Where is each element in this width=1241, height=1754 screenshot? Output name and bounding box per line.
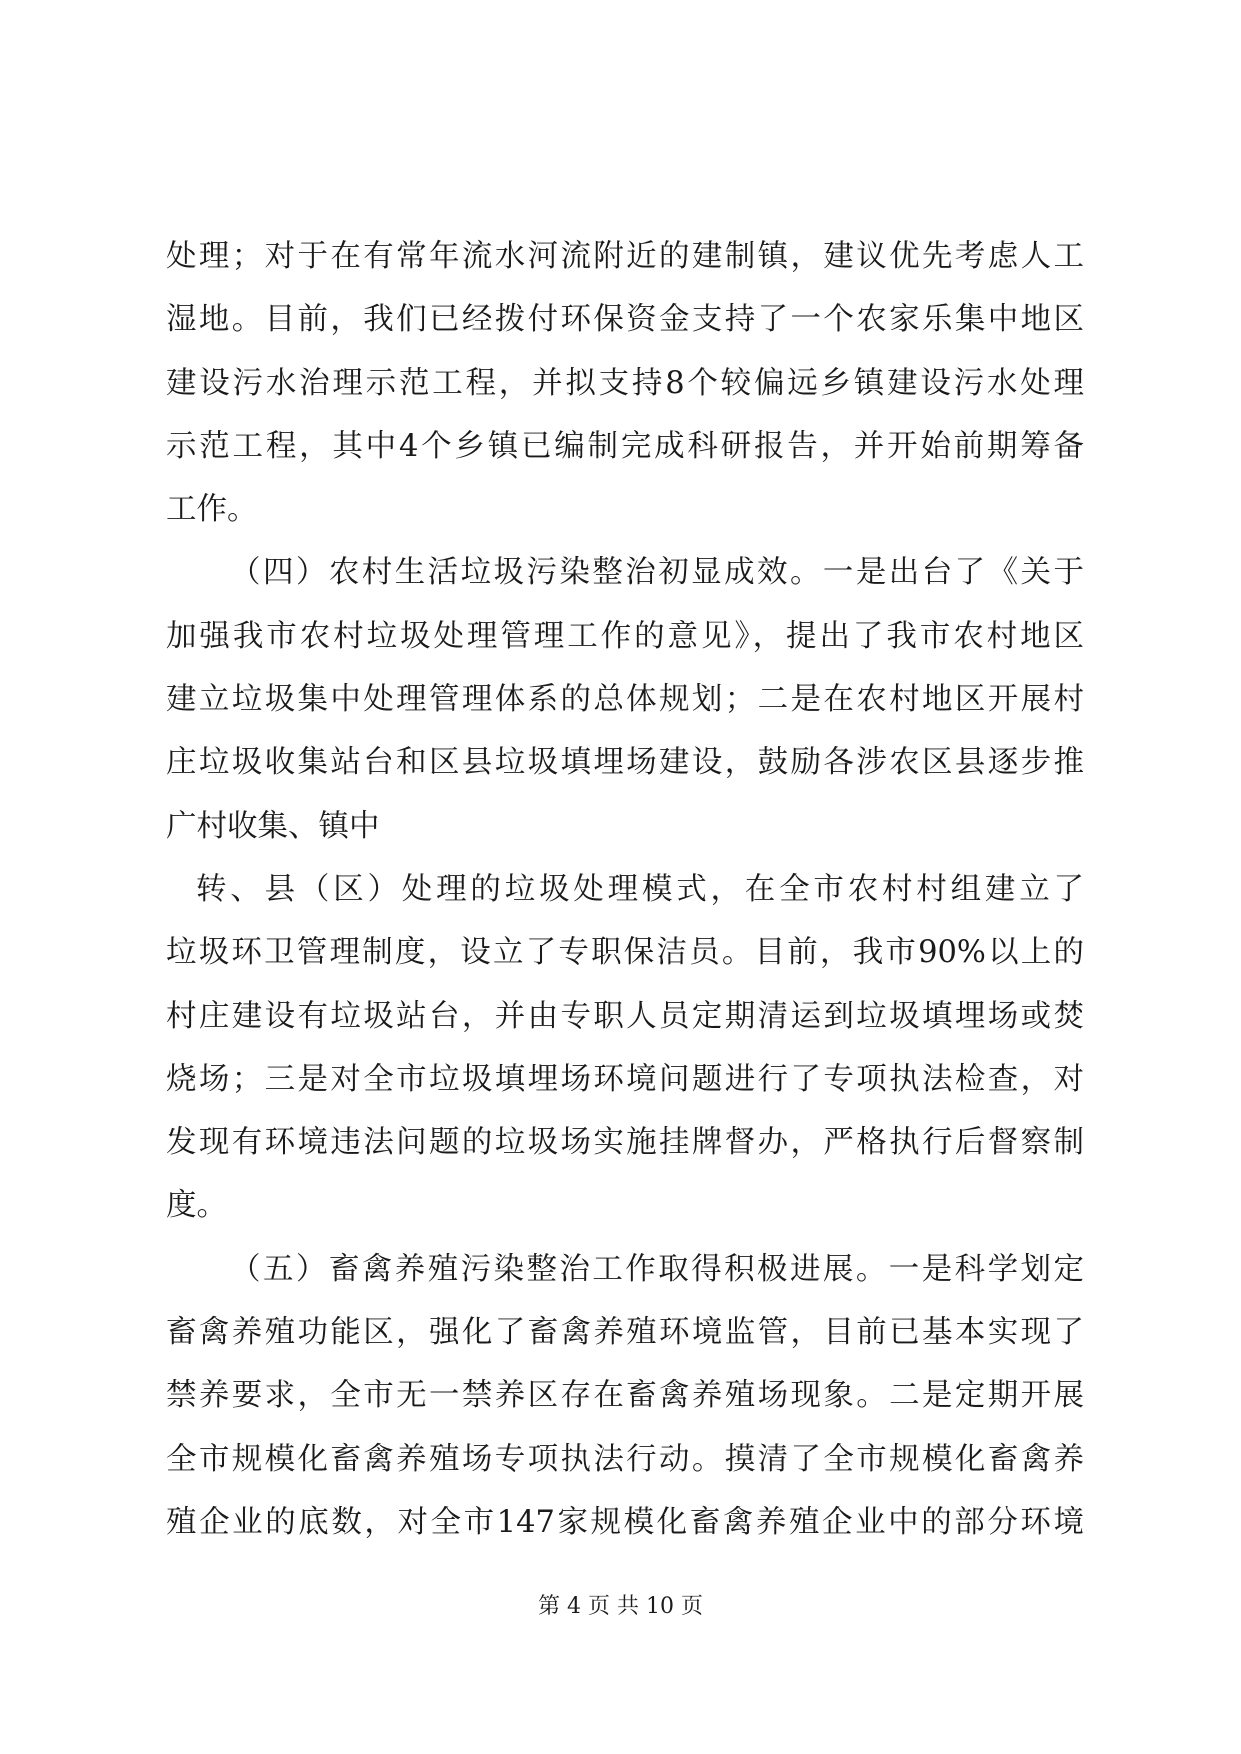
text-line: 禁养要求，全市无一禁养区存在畜禽养殖场现象。二是定期开展: [166, 1378, 1084, 1414]
text-line: 庄垃圾收集站台和区县垃圾填埋场建设，鼓励各涉农区县逐步推: [166, 745, 1084, 781]
text-line: 湿地。目前，我们已经拨付环保资金支持了一个农家乐集中地区: [166, 302, 1084, 338]
text-line: 殖企业的底数，对全市147家规模化畜禽养殖企业中的部分环境: [166, 1504, 1084, 1540]
paragraph-start-line: （四）农村生活垃圾污染整治初显成效。一是出台了《关于: [230, 555, 1084, 591]
text-line: 工作。: [166, 492, 258, 528]
text-line: 村庄建设有垃圾站台，并由专职人员定期清运到垃圾填埋场或焚: [166, 998, 1084, 1034]
text-line: 建立垃圾集中处理管理体系的总体规划；二是在农村地区开展村: [166, 682, 1084, 718]
text-line: 畜禽养殖功能区，强化了畜禽养殖环境监管，目前已基本实现了: [166, 1315, 1084, 1351]
text-line: 加强我市农村垃圾处理管理工作的意见》，提出了我市农村地区: [166, 618, 1084, 654]
text-line: 处理；对于在有常年流水河流附近的建制镇，建议优先考虑人工: [166, 239, 1084, 274]
text-line: 度。: [166, 1188, 227, 1224]
page-number-footer: 第 4 页 共 10 页: [538, 1594, 703, 1619]
text-line: 全市规模化畜禽养殖场专项执法行动。摸清了全市规模化畜禽养: [166, 1441, 1084, 1477]
paragraph-start-line: 转、县（区）处理的垃圾处理模式，在全市农村村组建立了: [196, 871, 1084, 907]
text-line: 烧场；三是对全市垃圾填埋场环境问题进行了专项执法检查，对: [166, 1061, 1084, 1097]
text-line: 广村收集、镇中: [166, 808, 380, 844]
text-line: 建设污水治理示范工程，并拟支持8个较偏远乡镇建设污水处理: [166, 365, 1084, 401]
paragraph-start-line: （五）畜禽养殖污染整治工作取得积极进展。一是科学划定: [230, 1251, 1084, 1287]
body-text: [166, 225, 1084, 1554]
text-line: 垃圾环卫管理制度，设立了专职保洁员。目前，我市90%以上的: [166, 935, 1084, 971]
text-line: 示范工程，其中4个乡镇已编制完成科研报告，并开始前期筹备: [166, 428, 1084, 464]
text-line: 发现有环境违法问题的垃圾场实施挂牌督办，严格执行后督察制: [166, 1125, 1084, 1161]
